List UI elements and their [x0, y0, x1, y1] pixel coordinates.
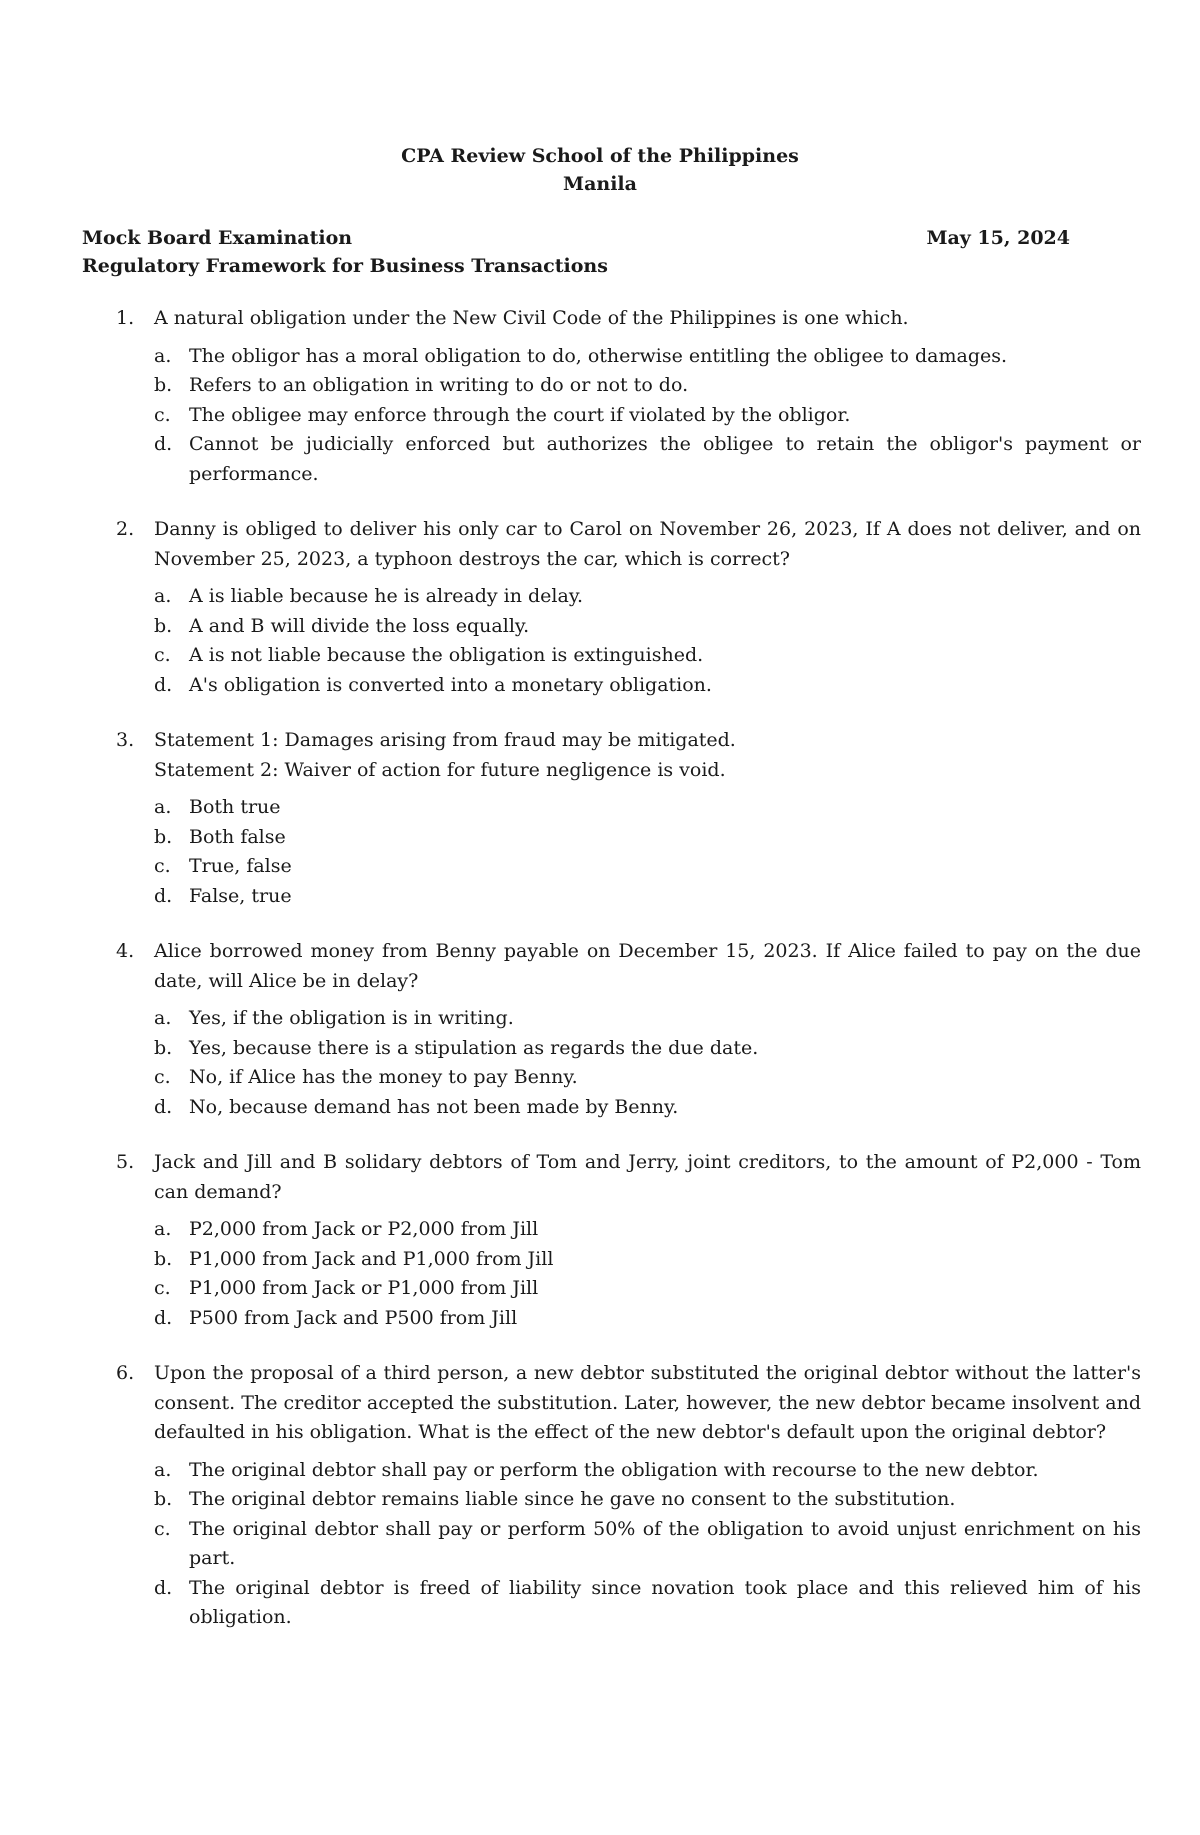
exam-subject: Regulatory Framework for Business Transactions	[82, 255, 608, 277]
option-text: No, if Alice has the money to pay Benny.	[189, 1066, 578, 1088]
question-text	[154, 937, 1141, 996]
option-letter: b.	[154, 1036, 173, 1059]
option-letter: a.	[154, 585, 172, 607]
option-text: The original debtor shall pay or perform 50% of the obligation to avoid unjust enrichment on his part.	[189, 1517, 1141, 1569]
answer-option	[154, 671, 1141, 701]
question-item	[82, 726, 1141, 911]
question-text	[154, 304, 1141, 334]
option-letter: b.	[154, 614, 173, 637]
option-letter: c.	[154, 1277, 171, 1299]
answer-option	[154, 1034, 1141, 1064]
option-letter: d.	[154, 884, 173, 907]
question-text	[154, 515, 1141, 574]
answer-option	[154, 1215, 1141, 1245]
option-letter: d.	[154, 1576, 173, 1599]
option-text: Both false	[189, 825, 286, 848]
option-letter: a.	[154, 1458, 172, 1481]
option-letter: d.	[154, 1306, 173, 1329]
school-header	[0, 142, 1200, 198]
answer-option	[154, 1245, 1141, 1275]
question-number: 2.	[116, 518, 135, 540]
option-text: A's obligation is converted into a monetary obligation.	[189, 673, 712, 696]
option-text: P1,000 from Jack and P1,000 from Jill	[189, 1247, 554, 1270]
answer-options	[82, 342, 1141, 490]
option-text: The obligee may enforce through the court if violated by the obligor.	[189, 403, 851, 426]
option-text: Yes, because there is a stipulation as regards the due date.	[189, 1036, 759, 1059]
question-number: 1.	[116, 307, 135, 329]
option-letter: c.	[154, 855, 171, 877]
answer-option	[154, 1574, 1141, 1633]
option-text: False, true	[189, 884, 292, 907]
answer-option	[154, 371, 1141, 401]
option-text: The obligor has a moral obligation to do, otherwise entitling the obligee to damages.	[189, 344, 1008, 367]
option-text: A and B will divide the loss equally.	[189, 614, 530, 637]
answer-option	[154, 882, 1141, 912]
option-text: P500 from Jack and P500 from Jill	[189, 1306, 518, 1329]
question-number: 3.	[116, 729, 135, 751]
answer-option	[154, 1485, 1141, 1515]
answer-options	[82, 793, 1141, 911]
option-text: The original debtor remains liable since he gave no consent to the substitution.	[189, 1488, 956, 1510]
answer-option	[154, 612, 1141, 642]
option-letter: a.	[154, 1007, 172, 1029]
question-number: 5.	[116, 1151, 135, 1173]
option-letter: b.	[154, 1247, 173, 1270]
question-text-line: A natural obligation under the New Civil Code of the Philippines is one which.	[154, 307, 909, 329]
option-letter: a.	[154, 1218, 172, 1240]
option-text: P2,000 from Jack or P2,000 from Jill	[189, 1218, 539, 1240]
option-letter: d.	[154, 1095, 173, 1118]
answer-options	[82, 582, 1141, 700]
answer-option	[154, 823, 1141, 853]
option-letter: c.	[154, 403, 171, 426]
option-letter: c.	[154, 1066, 171, 1088]
option-letter: a.	[154, 796, 172, 818]
option-text: A is not liable because the obligation is extinguished.	[189, 644, 704, 666]
option-text: The original debtor shall pay or perform the obligation with recourse to the new debtor.	[189, 1458, 1039, 1481]
option-text: No, because demand has not been made by Benny.	[189, 1095, 679, 1118]
option-text: Both true	[189, 796, 281, 818]
answer-option	[154, 582, 1141, 612]
answer-option	[154, 1063, 1141, 1093]
option-text: True, false	[189, 855, 292, 877]
answer-options	[82, 1215, 1141, 1333]
answer-options	[82, 1456, 1141, 1633]
option-letter: c.	[154, 1517, 171, 1540]
question-list	[82, 304, 1141, 1659]
school-city: Manila	[563, 173, 637, 195]
school-name: CPA Review School of the Philippines	[401, 145, 799, 167]
question-text	[154, 726, 1141, 785]
question-item	[82, 1359, 1141, 1633]
question-text	[154, 1148, 1141, 1207]
answer-option	[154, 1004, 1141, 1034]
question-text	[154, 1359, 1141, 1448]
answer-option	[154, 1304, 1141, 1334]
question-text-line: Statement 2: Waiver of action for future negligence is void.	[154, 758, 726, 781]
question-text-line: Jack and Jill and B solidary debtors of Tom and Jerry, joint creditors, to the amount of P2,000 - Tom can demand?	[154, 1151, 1141, 1203]
question-text-line: Statement 1: Damages arising from fraud may be mitigated.	[154, 729, 736, 751]
answer-option	[154, 1093, 1141, 1123]
exam-title-row	[82, 224, 1070, 252]
question-text-line: Upon the proposal of a third person, a new debtor substituted the original debtor without the latter's consent. The creditor accepted the substitution. Later, however, the new debtor became insolvent and defaulted in his obligation. What is the effect of the new debtor's default upon the original debtor?	[154, 1362, 1141, 1443]
answer-option	[154, 1274, 1141, 1304]
option-text: Yes, if the obligation is in writing.	[189, 1007, 514, 1029]
option-text: Cannot be judicially enforced but authorizes the obligee to retain the obligor's payment or performance.	[189, 433, 1141, 485]
option-text: P1,000 from Jack or P1,000 from Jill	[189, 1277, 539, 1299]
answer-option	[154, 1456, 1141, 1486]
question-text-line: Danny is obliged to deliver his only car to Carol on November 26, 2023, If A does not deliver, and on November 25, 2023, a typhoon destroys the car, which is correct?	[154, 518, 1141, 570]
option-letter: b.	[154, 825, 173, 848]
option-letter: b.	[154, 374, 173, 396]
exam-date: May 15, 2024	[926, 227, 1070, 249]
question-item	[82, 937, 1141, 1122]
option-letter: c.	[154, 644, 171, 666]
answer-option	[154, 641, 1141, 671]
answer-option	[154, 430, 1141, 489]
answer-option	[154, 342, 1141, 372]
question-item	[82, 1148, 1141, 1333]
question-text-line: Alice borrowed money from Benny payable on December 15, 2023. If Alice failed to pay on the due date, will Alice be in delay?	[154, 940, 1141, 992]
option-letter: b.	[154, 1488, 173, 1510]
question-item	[82, 515, 1141, 700]
answer-option	[154, 1515, 1141, 1574]
answer-option	[154, 793, 1141, 823]
answer-option	[154, 401, 1141, 431]
option-text: Refers to an obligation in writing to do or not to do.	[189, 374, 689, 396]
question-item	[82, 304, 1141, 489]
option-text: The original debtor is freed of liability since novation took place and this relieved him of his obligation.	[189, 1576, 1141, 1628]
exam-header	[82, 224, 1070, 280]
question-number: 4.	[116, 940, 135, 962]
option-text: A is liable because he is already in delay.	[189, 585, 584, 607]
answer-options	[82, 1004, 1141, 1122]
option-letter: a.	[154, 344, 172, 367]
question-number: 6.	[116, 1362, 135, 1384]
option-letter: d.	[154, 433, 173, 455]
option-letter: d.	[154, 673, 173, 696]
answer-option	[154, 852, 1141, 882]
exam-title: Mock Board Examination	[82, 227, 353, 249]
